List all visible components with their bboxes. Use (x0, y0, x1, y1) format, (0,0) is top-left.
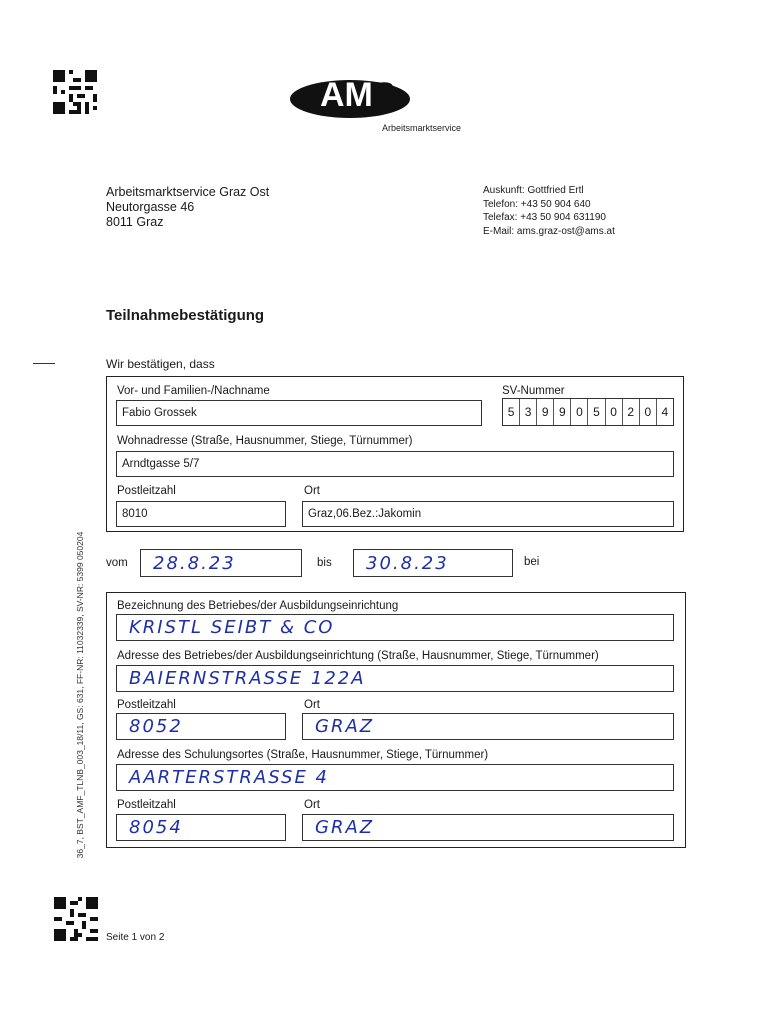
sv-digit: 9 (554, 399, 571, 425)
school-ort-label: Ort (304, 799, 320, 811)
contact-telefon: Telefon: +43 50 904 640 (483, 198, 591, 210)
intro-text: Wir bestätigen, dass (106, 357, 215, 371)
sv-number-field[interactable] (502, 398, 674, 426)
company-name-label: Bezeichnung des Betriebes/der Ausbildungseinrichtung (117, 600, 399, 612)
fold-mark (33, 363, 55, 364)
contact-auskunft: Auskunft: Gottfried Ertl (483, 185, 584, 196)
company-address-field[interactable]: BAIERNSTRASSE 122A (116, 665, 674, 692)
sv-digit: 3 (520, 399, 537, 425)
logo-wordmark-tail: S (372, 76, 396, 114)
sv-digit: 4 (661, 405, 669, 419)
sv-digit: 2 (623, 399, 640, 425)
company-address-label: Adresse des Betriebes/der Ausbildungseinrichtung (Straße, Hausnummer, Stiege, Türnummer) (117, 650, 599, 662)
company-ort-field[interactable]: GRAZ (302, 713, 674, 740)
qr-code-top-icon (53, 70, 97, 114)
logo-subtitle: Arbeitsmarktservice (382, 123, 462, 133)
vom-label: vom (106, 557, 128, 569)
vom-field[interactable]: 28.8.23 (140, 549, 302, 577)
company-name-field[interactable]: KRISTL SEIBT & CO (116, 614, 674, 641)
bis-field[interactable]: 30.8.23 (353, 549, 513, 577)
school-plz-label: Postleitzahl (117, 799, 176, 811)
company-plz-label: Postleitzahl (117, 699, 176, 711)
contact-email: E-Mail: ams.graz-ost@ams.at (483, 225, 615, 237)
plz-field[interactable]: 8010 (116, 501, 286, 527)
page-number: Seite 1 von 2 (106, 932, 165, 943)
sv-label: SV-Nummer (502, 385, 565, 397)
logo-wordmark (320, 76, 396, 115)
side-reference-code: 36_7, BST_AMF_TLNB_003_18/11, GS: 631, FF-NR: 11032339, SV-NR: 5399 050204 (75, 531, 85, 859)
logo-wordmark-main: AM (320, 76, 373, 114)
sv-digit: 5 (588, 399, 605, 425)
school-address-label: Adresse des Schulungsortes (Straße, Hausnummer, Stiege, Türnummer) (117, 749, 489, 761)
sv-digit: 0 (606, 399, 623, 425)
sender-line3: 8011 Graz (106, 215, 164, 229)
ort-field[interactable]: Graz,06.Bez.:Jakomin (302, 501, 674, 527)
school-ort-field[interactable]: GRAZ (302, 814, 674, 841)
name-label: Vor- und Familien-/Nachname (117, 385, 270, 397)
bei-label: bei (524, 556, 540, 568)
sv-digit: 5 (503, 399, 520, 425)
name-field[interactable]: Fabio Grossek (116, 400, 482, 426)
school-address-field[interactable]: AARTERSTRASSE 4 (116, 764, 674, 791)
address-field[interactable]: Arndtgasse 5/7 (116, 451, 674, 477)
company-ort-label: Ort (304, 699, 320, 711)
sv-digit: 9 (537, 399, 554, 425)
ams-logo (288, 72, 488, 138)
plz-label: Postleitzahl (117, 485, 176, 497)
contact-block (483, 184, 615, 238)
address-label: Wohnadresse (Straße, Hausnummer, Stiege, Türnummer) (117, 435, 413, 447)
sender-line2: Neutorgasse 46 (106, 200, 195, 214)
sv-digit: 0 (640, 399, 657, 425)
bis-label: bis (317, 557, 332, 569)
contact-telefax: Telefax: +43 50 904 631190 (483, 212, 606, 223)
ort-label: Ort (304, 485, 320, 497)
sv-digit: 0 (571, 399, 588, 425)
sender-line1: Arbeitsmarktservice Graz Ost (106, 185, 270, 199)
sender-address (106, 185, 269, 230)
company-plz-field[interactable]: 8052 (116, 713, 286, 740)
document-title: Teilnahmebestätigung (106, 307, 265, 324)
qr-code-bottom-icon (54, 897, 98, 941)
school-plz-field[interactable]: 8054 (116, 814, 286, 841)
